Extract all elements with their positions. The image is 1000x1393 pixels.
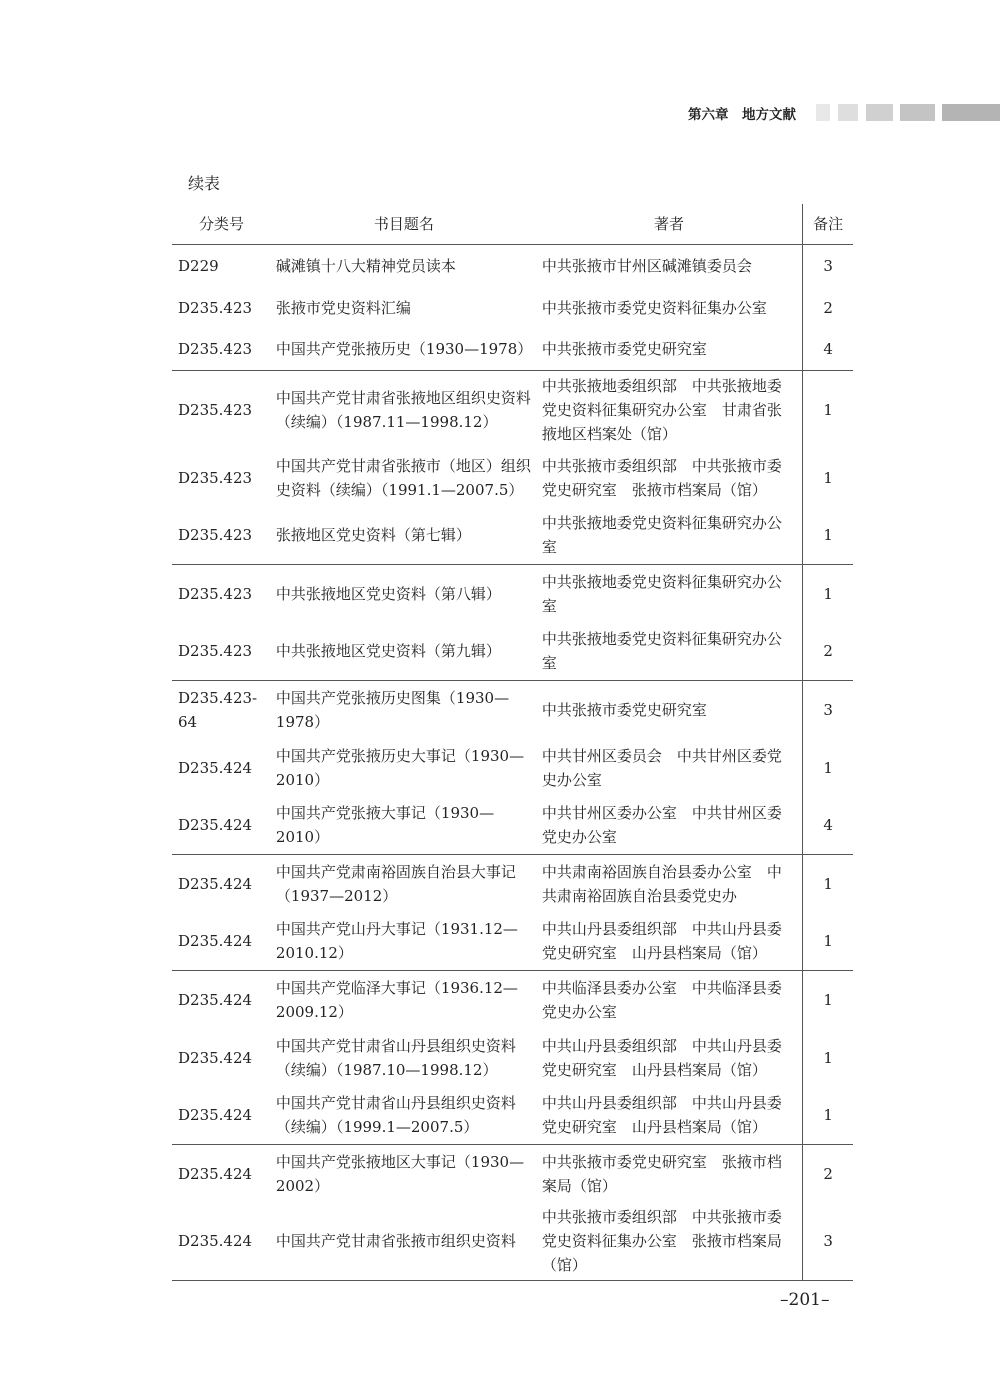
cell-code: D235.424 <box>172 971 272 1029</box>
cell-note: 3 <box>803 681 853 739</box>
cell-author: 中共张掖市委党史研究室 张掖市档案局（馆） <box>538 1145 803 1203</box>
cell-note: 1 <box>803 971 853 1029</box>
cell-title: 中共张掖地区党史资料（第八辑） <box>272 565 538 623</box>
cell-note: 1 <box>823 468 833 487</box>
cell-title: 中国共产党甘肃省山丹县组织史资料（续编）（1999.1—2007.5） <box>275 1094 516 1137</box>
cell-author: 中共张掖市甘州区碱滩镇委员会 <box>538 245 803 287</box>
table-row <box>172 623 853 681</box>
table-row <box>172 971 853 1029</box>
cell-title: 中国共产党张掖地区大事记（1930—2002） <box>272 1145 538 1203</box>
cell-note: 1 <box>823 932 833 951</box>
cell-title: 中国共产党肃南裕固族自治县大事记（1937—2012） <box>272 855 538 913</box>
cell-code: D235.423-64 <box>172 681 272 739</box>
table-row <box>172 739 853 797</box>
table-row <box>172 855 853 913</box>
table-row <box>172 913 853 971</box>
cell-title: 张掖地区党史资料（第七辑） <box>275 526 471 545</box>
page-number: –201– <box>780 1290 830 1310</box>
cell-title: 中国共产党张掖历史大事记（1930—2010） <box>275 746 525 789</box>
table-row <box>172 329 853 371</box>
cell-title: 中国共产党甘肃省山丹县组织史资料（续编）（1987.10—1998.12） <box>275 1036 516 1079</box>
column-header-title: 书目题名 <box>272 204 538 245</box>
cell-author: 中共张掖市委组织部 中共张掖市委党史研究室 张掖市档案局（馆） <box>538 449 803 507</box>
cell-title: 中国共产党张掖历史（1930—1978） <box>275 340 533 359</box>
cell-note: 4 <box>823 816 833 835</box>
table-header-row <box>172 204 853 245</box>
cell-title: 中国共产党临泽大事记（1936.12—2009.12） <box>272 971 538 1029</box>
cell-author: 中共张掖市委组织部 中共张掖市委党史资料征集办公室 张掖市档案局（馆） <box>538 1203 803 1281</box>
cell-title: 张掖市党史资料汇编 <box>275 298 411 317</box>
chapter-header: 第六章 地方文献 <box>688 107 796 123</box>
cell-author: 中共张掖市委党史研究室 <box>538 681 803 739</box>
cell-author: 中共张掖地委党史资料征集研究办公室 <box>538 507 803 565</box>
column-header-note: 备注 <box>803 204 853 245</box>
bibliography-table <box>172 204 853 1281</box>
cell-code: D235.423 <box>178 468 253 487</box>
cell-author: 中共张掖地委党史资料征集研究办公室 <box>538 565 803 623</box>
cell-title: 中国共产党张掖大事记（1930—2010） <box>275 804 495 847</box>
cell-author: 中共山丹县委组织部 中共山丹县委党史研究室 山丹县档案局（馆） <box>538 913 803 971</box>
header-decoration-bar <box>942 104 1000 121</box>
cell-code: D235.423 <box>172 565 272 623</box>
table-row <box>172 371 853 449</box>
column-header-code: 分类号 <box>172 204 272 245</box>
cell-note: 1 <box>803 565 853 623</box>
cell-note: 4 <box>823 340 833 359</box>
table-row <box>172 449 853 507</box>
table-row <box>172 1145 853 1203</box>
cell-code: D235.424 <box>172 1203 272 1281</box>
column-header-author: 著者 <box>538 204 803 245</box>
cell-title: 中国共产党山丹大事记（1931.12—2010.12） <box>275 920 518 963</box>
cell-note: 3 <box>823 256 833 275</box>
cell-note: 3 <box>803 1203 853 1281</box>
cell-title: 中国共产党张掖历史图集（1930—1978） <box>272 681 538 739</box>
table-row <box>172 287 853 329</box>
table-row <box>172 1087 853 1145</box>
cell-note: 1 <box>803 855 853 913</box>
cell-code: D235.424 <box>178 816 253 835</box>
table-row <box>172 681 853 739</box>
cell-title: 中国共产党甘肃省张掖市（地区）组织史资料（续编）（1991.1—2007.5） <box>275 456 531 499</box>
cell-note: 1 <box>823 1106 833 1125</box>
cell-author: 中共甘州区委办公室 中共甘州区委党史办公室 <box>538 797 803 855</box>
cell-author: 中共张掖市委党史资料征集办公室 <box>538 287 803 329</box>
cell-code: D229 <box>178 256 219 275</box>
cell-title: 中国共产党甘肃省张掖市组织史资料 <box>272 1203 538 1281</box>
cell-title: 中共张掖地区党史资料（第九辑） <box>275 642 501 661</box>
cell-note: 2 <box>803 1145 853 1203</box>
table-body <box>172 245 853 1281</box>
cell-code: D235.423 <box>178 298 253 317</box>
cell-code: D235.423 <box>178 340 253 359</box>
cell-code: D235.424 <box>172 855 272 913</box>
cell-code: D235.424 <box>178 758 253 777</box>
cell-code: D235.424 <box>178 1048 253 1067</box>
cell-author: 中共山丹县委组织部 中共山丹县委党史研究室 山丹县档案局（馆） <box>538 1087 803 1145</box>
cell-note: 1 <box>803 371 853 449</box>
cell-author: 中共张掖市委党史研究室 <box>538 329 803 371</box>
cell-author: 中共甘州区委员会 中共甘州区委党史办公室 <box>538 739 803 797</box>
table-row <box>172 1029 853 1087</box>
cell-title: 中国共产党甘肃省张掖地区组织史资料（续编）（1987.11—1998.12） <box>272 371 538 449</box>
cell-author: 中共张掖地委党史资料征集研究办公室 <box>538 623 803 681</box>
header-decoration-bar <box>816 104 830 121</box>
table-row <box>172 245 853 287</box>
cell-note: 1 <box>823 758 833 777</box>
header-decoration-bar <box>838 104 858 121</box>
cell-author: 中共肃南裕固族自治县委办公室 中共肃南裕固族自治县委党史办 <box>538 855 803 913</box>
table-row <box>172 797 853 855</box>
table-row <box>172 1203 853 1281</box>
continued-label: 续表 <box>188 174 221 193</box>
cell-title: 碱滩镇十八大精神党员读本 <box>275 256 456 275</box>
header-decoration-bar <box>866 104 893 121</box>
header-decoration-bar <box>900 104 935 121</box>
cell-code: D235.423 <box>178 642 253 661</box>
cell-code: D235.424 <box>172 1145 272 1203</box>
cell-code: D235.424 <box>178 1106 253 1125</box>
cell-code: D235.423 <box>172 371 272 449</box>
cell-note: 2 <box>823 298 833 317</box>
table-row <box>172 565 853 623</box>
cell-note: 1 <box>823 526 833 545</box>
cell-author: 中共张掖地委组织部 中共张掖地委党史资料征集研究办公室 甘肃省张掖地区档案处（馆） <box>538 371 803 449</box>
cell-note: 2 <box>823 642 833 661</box>
cell-author: 中共山丹县委组织部 中共山丹县委党史研究室 山丹县档案局（馆） <box>538 1029 803 1087</box>
table-row <box>172 507 853 565</box>
cell-author: 中共临泽县委办公室 中共临泽县委党史办公室 <box>538 971 803 1029</box>
cell-note: 1 <box>823 1048 833 1067</box>
cell-code: D235.423 <box>178 526 253 545</box>
cell-code: D235.424 <box>178 932 253 951</box>
